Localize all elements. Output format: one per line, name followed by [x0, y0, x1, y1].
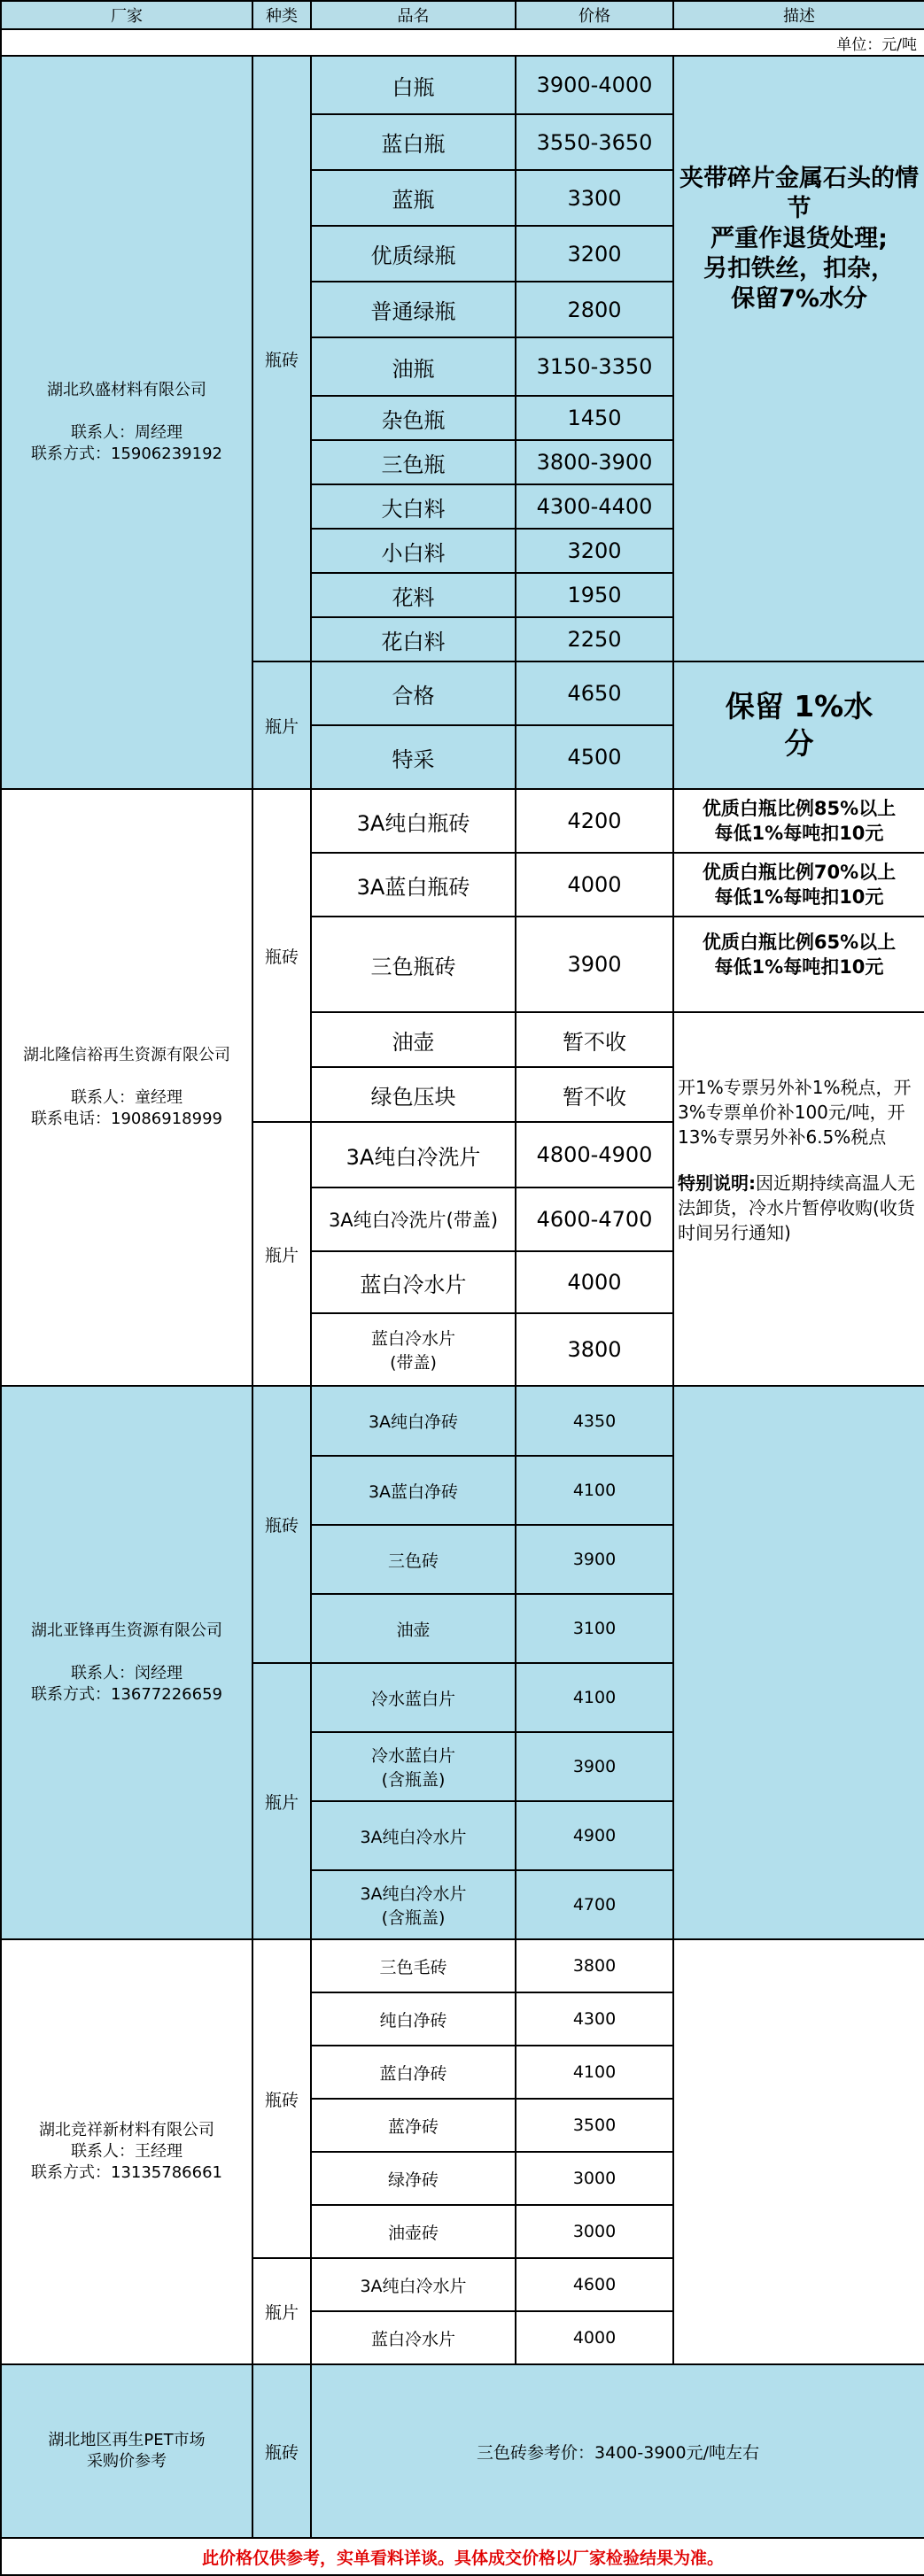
product-name: 3A纯白冷洗片(带盖)	[311, 1187, 516, 1251]
company-name: 湖北玖盛材料有限公司	[47, 381, 206, 399]
price-value: 4300-4400	[516, 484, 673, 529]
header-company: 厂家	[1, 1, 252, 29]
price-value: 3800-3900	[516, 440, 673, 484]
price-value: 4300	[516, 1992, 673, 2046]
product-name: 3A蓝白净砖	[311, 1456, 516, 1525]
header-price: 价格	[516, 1, 673, 29]
category-cell: 瓶砖	[252, 1386, 311, 1663]
price-value: 3000	[516, 2205, 673, 2258]
price-value: 3200	[516, 529, 673, 573]
product-name: 蓝白净砖	[311, 2046, 516, 2099]
company-name: 湖北隆信裕再生资源有限公司	[23, 1046, 230, 1064]
description-line: 优质白瓶比例85%以上	[702, 798, 897, 819]
product-name: 3A纯白冷水片	[311, 1801, 516, 1870]
product-name: 优质绿瓶	[311, 226, 516, 282]
table-row	[1, 56, 924, 114]
category-cell: 瓶砖	[252, 789, 311, 1122]
product-name: 特采	[311, 725, 516, 789]
description-line: 优质白瓶比例70%以上	[702, 862, 897, 883]
product-name-line: (带盖)	[390, 1353, 437, 1373]
product-name: 普通绿瓶	[311, 282, 516, 337]
company-name: 湖北亚锋再生资源有限公司	[31, 1621, 222, 1640]
header-row	[1, 1, 924, 29]
price-value: 4350	[516, 1386, 673, 1456]
description-line: 分	[784, 726, 814, 761]
footer-note: 此价格仅供参考，实单看料详谈。具体成交价格以厂家检验结果为准。	[1, 2538, 924, 2575]
price-value: 4000	[516, 2311, 673, 2364]
description-line: 保留 1%水	[725, 689, 874, 723]
price-value: 4900	[516, 1801, 673, 1870]
product-name-line: 冷水蓝白片	[370, 1746, 455, 1766]
contact-phone: 联系电话：19086918999	[31, 1110, 222, 1128]
price-value: 4800-4900	[516, 1122, 673, 1187]
header-category: 种类	[252, 1, 311, 29]
unit-row	[1, 29, 924, 56]
price-value: 4600	[516, 2258, 673, 2311]
description-line: 保留7%水分	[731, 285, 867, 313]
price-value: 3800	[516, 1313, 673, 1386]
tax-note: 开1%专票另外补1%税点，开3%专票单价补100元/吨，开13%专票另外补6.5%税点	[678, 1077, 912, 1148]
contact-phone: 联系方式：15906239192	[31, 445, 222, 463]
table-row	[1, 789, 924, 853]
special-label: 特别说明:	[678, 1172, 756, 1194]
price-value: 1950	[516, 573, 673, 617]
market-row	[1, 2364, 924, 2538]
price-value: 4000	[516, 1251, 673, 1313]
price-value: 3900-4000	[516, 56, 673, 114]
product-name: 蓝白冷水片	[311, 2311, 516, 2364]
description-cell	[673, 853, 924, 917]
contact-name: 联系人：童经理	[71, 1088, 182, 1107]
product-name: 花白料	[311, 617, 516, 661]
product-name: 大白料	[311, 484, 516, 529]
product-name: 三色砖	[311, 1525, 516, 1594]
product-name: 3A纯白冷水片	[311, 2258, 516, 2311]
price-value: 4700	[516, 1870, 673, 1939]
product-name: 小白料	[311, 529, 516, 573]
product-name: 绿色压块	[311, 1067, 516, 1122]
price-value: 3900	[516, 917, 673, 1012]
product-name: 纯白净砖	[311, 1992, 516, 2046]
table-row	[1, 1386, 924, 1456]
table-row	[1, 1939, 924, 1992]
product-name: 三色毛砖	[311, 1939, 516, 1992]
product-name-line: (含瓶盖)	[381, 1770, 446, 1790]
price-value: 4100	[516, 1663, 673, 1732]
category-cell: 瓶片	[252, 2258, 311, 2364]
price-value: 4500	[516, 725, 673, 789]
price-value: 4200	[516, 789, 673, 853]
description-cell	[673, 1012, 924, 1386]
product-name: 三色瓶砖	[311, 917, 516, 1012]
description-line: 严重作退货处理;	[710, 225, 888, 252]
description-line: 每低1%每吨扣10元	[714, 886, 884, 908]
company-cell	[1, 56, 252, 789]
price-value: 暂不收	[516, 1012, 673, 1067]
price-value: 1450	[516, 396, 673, 440]
price-value: 3500	[516, 2099, 673, 2152]
product-name: 合格	[311, 661, 516, 725]
product-name: 油瓶	[311, 337, 516, 396]
category-cell: 瓶砖	[252, 56, 311, 661]
description-line: 另扣铁丝，扣杂，	[703, 255, 895, 282]
product-name: 3A纯白瓶砖	[311, 789, 516, 853]
company-cell	[1, 789, 252, 1386]
price-value: 3300	[516, 170, 673, 226]
product-name-line: 蓝白冷水片	[370, 1329, 455, 1349]
product-name: 3A蓝白瓶砖	[311, 853, 516, 917]
company-cell	[1, 1939, 252, 2364]
product-name: 冷水蓝白片	[311, 1663, 516, 1732]
product-name	[311, 1870, 516, 1939]
price-value: 4000	[516, 853, 673, 917]
product-name-line: (含瓶盖)	[381, 1908, 446, 1928]
product-name	[311, 1313, 516, 1386]
price-value: 3100	[516, 1594, 673, 1663]
company-name: 湖北竞祥新材料有限公司	[39, 2121, 214, 2139]
category-cell: 瓶砖	[252, 1939, 311, 2258]
category-cell: 瓶片	[252, 1122, 311, 1386]
description-line: 优质白瓶比例65%以上	[702, 932, 897, 953]
header-product: 品名	[311, 1, 516, 29]
special-note	[678, 1171, 920, 1245]
product-name: 杂色瓶	[311, 396, 516, 440]
contact-name: 联系人：周经理	[71, 423, 182, 442]
price-value: 3900	[516, 1732, 673, 1801]
market-title-line: 采购价参考	[87, 2452, 167, 2471]
category-cell: 瓶片	[252, 1663, 311, 1939]
contact-phone: 联系方式：13135786661	[31, 2163, 222, 2182]
price-value: 4100	[516, 1456, 673, 1525]
product-name: 3A纯白冷洗片	[311, 1122, 516, 1187]
unit-label: 单位：元/吨	[1, 29, 924, 56]
category-cell: 瓶片	[252, 661, 311, 789]
product-name: 蓝白瓶	[311, 114, 516, 170]
contact-name: 联系人：闵经理	[71, 1663, 182, 1683]
description-line: 每低1%每吨扣10元	[714, 956, 884, 978]
product-name: 油壶	[311, 1594, 516, 1663]
price-value: 2800	[516, 282, 673, 337]
price-value: 3150-3350	[516, 337, 673, 396]
product-name: 花料	[311, 573, 516, 617]
description-cell	[673, 1386, 924, 1939]
description-cell	[673, 789, 924, 853]
contact-phone: 联系方式：13677226659	[31, 1684, 222, 1704]
product-name-line: 3A纯白冷水片	[360, 1884, 467, 1904]
product-name: 绿净砖	[311, 2152, 516, 2205]
product-name: 油壶	[311, 1012, 516, 1067]
category-cell: 瓶砖	[252, 2364, 311, 2538]
description-cell	[673, 56, 924, 661]
contact-name: 联系人：王经理	[71, 2142, 182, 2161]
footer-row	[1, 2538, 924, 2575]
market-reference-price: 三色砖参考价：3400-3900元/吨左右	[311, 2364, 924, 2538]
product-name: 白瓶	[311, 56, 516, 114]
product-name: 蓝瓶	[311, 170, 516, 226]
product-name: 3A纯白净砖	[311, 1386, 516, 1456]
price-value: 4100	[516, 2046, 673, 2099]
description-line: 每低1%每吨扣10元	[714, 823, 884, 844]
price-value: 3800	[516, 1939, 673, 1992]
price-value: 4600-4700	[516, 1187, 673, 1251]
product-name: 三色瓶	[311, 440, 516, 484]
price-value: 4650	[516, 661, 673, 725]
price-value: 3900	[516, 1525, 673, 1594]
company-cell	[1, 1386, 252, 1939]
market-title-line: 湖北地区再生PET市场	[48, 2431, 206, 2449]
description-cell	[673, 917, 924, 1012]
product-name	[311, 1732, 516, 1801]
description-cell	[673, 661, 924, 789]
product-name: 蓝白冷水片	[311, 1251, 516, 1313]
special-text: 因近期持续高温人无法卸货，冷水片暂停收购(收货时间另行通知)	[678, 1172, 915, 1243]
product-name: 油壶砖	[311, 2205, 516, 2258]
description-line: 夹带碎片金属石头的情节	[679, 165, 919, 222]
price-value: 3550-3650	[516, 114, 673, 170]
price-value: 暂不收	[516, 1067, 673, 1122]
product-name: 蓝净砖	[311, 2099, 516, 2152]
price-value: 2250	[516, 617, 673, 661]
market-title	[1, 2364, 252, 2538]
header-description: 描述	[673, 1, 924, 29]
price-value: 3200	[516, 226, 673, 282]
price-value: 3000	[516, 2152, 673, 2205]
description-cell	[673, 1939, 924, 2364]
